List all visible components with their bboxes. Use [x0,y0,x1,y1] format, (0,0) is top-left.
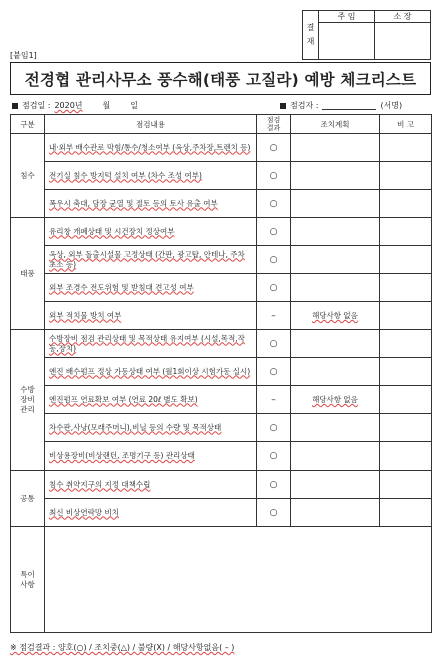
result-mark[interactable]: – [257,302,291,330]
result-mark[interactable]: ○ [257,218,291,246]
action-plan-cell[interactable] [291,414,380,442]
check-item [45,274,257,302]
header-action: 조치계획 [291,115,380,134]
action-plan-text: 해당사항 없음 [312,311,358,320]
inspector-sign-label: (서명) [380,101,403,110]
inspection-date-day: 일 [130,101,138,110]
inspector-label: 점검자 : [290,101,319,110]
action-plan-cell[interactable] [291,386,380,414]
check-item [45,442,257,471]
checklist-table [10,114,432,633]
action-plan-cell[interactable] [291,218,380,246]
check-item-text: 차수판,사낭(모래주머니),비닐 등의 수량 및 목적상태 [49,422,222,432]
action-plan-text: 해당사항 없음 [312,395,358,404]
remark-cell[interactable] [380,134,432,162]
action-plan-cell[interactable] [291,442,380,471]
header-result-line-2: 결과 [266,124,281,132]
remark-cell[interactable] [380,499,432,527]
check-item [45,162,257,190]
category-flood: 침수 [11,134,45,218]
table-row [11,358,432,386]
special-notes-line-2: 사항 [20,579,35,589]
category-typhoon: 태풍 [11,218,45,330]
check-item-text: 비상용장비(비상랜턴, 조명기구 등) 관리상태 [49,451,195,460]
check-item-text: 옥상, 외부 돌출시설물 고정상태 (간판, 광고탑, 안테나, 주차초소 등) [49,249,245,269]
remark-cell[interactable] [380,162,432,190]
check-item [45,218,257,246]
table-row [11,386,432,414]
action-plan-cell[interactable] [291,162,380,190]
approval-header-2: 소 장 [375,11,430,23]
action-plan-cell[interactable] [291,190,380,218]
check-item [45,386,257,414]
table-row [11,442,432,471]
remark-cell[interactable] [380,246,432,274]
check-item [45,190,257,218]
action-plan-cell[interactable] [291,358,380,386]
annex-label: [붙임1] [10,51,37,60]
approval-col-2 [375,11,430,59]
table-row [11,302,432,330]
remark-cell[interactable] [380,414,432,442]
remark-cell[interactable] [380,218,432,246]
header-category: 구분 [11,115,45,134]
check-item [45,302,257,330]
remark-cell[interactable] [380,442,432,471]
approval-side-label [303,11,319,59]
result-mark[interactable]: – [257,386,291,414]
result-mark[interactable]: ○ [257,442,291,471]
table-row [11,414,432,442]
header-result-line-1: 점검 [266,116,281,124]
inspection-date-label: 점검일 : [22,101,51,110]
inspector-field [280,100,402,111]
result-mark[interactable]: ○ [257,274,291,302]
action-plan-cell[interactable] [291,134,380,162]
check-item [45,330,257,358]
result-mark[interactable]: ○ [257,330,291,358]
check-item-text: 침수 취약지구의 지정 대책수립 [49,479,151,489]
result-mark[interactable]: ○ [257,134,291,162]
check-item-text: 전기실 침수 방지턱 설치 여부 (차수 조성 여부) [49,170,202,180]
table-row [11,134,432,162]
special-notes-row [11,527,432,633]
header-result [257,115,291,134]
check-item-text: 최신 비상연락망 비치 [49,507,119,517]
table-row [11,274,432,302]
approval-header-1: 주 임 [319,11,374,23]
table-row [11,246,432,274]
action-plan-cell[interactable] [291,499,380,527]
remark-cell[interactable] [380,358,432,386]
inspection-info-row [12,100,431,112]
table-row [11,330,432,358]
remark-cell[interactable] [380,330,432,358]
result-mark[interactable]: ○ [257,246,291,274]
check-item-text: 외부 조경수 전도위험 및 받침대 견고성 여부 [49,282,194,292]
inspector-signature-line[interactable] [322,102,376,110]
approval-col-1 [319,11,375,59]
action-plan-cell[interactable] [291,302,380,330]
table-row [11,162,432,190]
special-notes-line-1: 특이 [20,569,35,579]
check-item [45,358,257,386]
remark-cell[interactable] [380,190,432,218]
category-line-2: 장비 [20,395,35,404]
check-item [45,414,257,442]
remark-cell[interactable] [380,471,432,499]
inspection-date [12,100,138,111]
result-mark[interactable]: ○ [257,414,291,442]
table-row [11,499,432,527]
result-legend-footnote [10,642,234,653]
document-title-text: 전경협 관리사무소 풍수해(태풍 고질라) 예방 체크리스트 [24,70,417,89]
check-item-text: 외부 적치물 방치 여부 [49,310,122,320]
action-plan-cell[interactable] [291,330,380,358]
table-row [11,471,432,499]
result-mark[interactable]: ○ [257,499,291,527]
check-item [45,471,257,499]
table-header-row [11,115,432,134]
check-item-text: 내·외부 배수관로 막힘/통수/청소여부 (옥상,주차장,트렌치 등) [49,142,251,152]
check-item [45,246,257,274]
result-mark[interactable]: ○ [257,471,291,499]
special-notes-field[interactable] [45,527,432,633]
check-item-text: 엔진펌프 연료확보 여부 (연료 20ℓ 별도 확보) [49,394,198,404]
remark-cell[interactable] [380,274,432,302]
square-bullet-icon [280,103,286,109]
category-common: 공통 [11,471,45,527]
result-mark[interactable]: ○ [257,358,291,386]
check-item-text: 엔진 배수펌프 정상 가동상태 여부 (월1회이상 시험가동 실시) [49,366,251,376]
check-item [45,134,257,162]
table-row [11,218,432,246]
check-item-text: 수방장비 점검 관리상태 및 목적상태 유지여부 (시설,목적,작동,장치) [49,333,245,353]
check-item-text: 유리창 개폐상태 및 시건장치 정상여부 [49,226,175,236]
remark-cell[interactable] [380,386,432,414]
square-bullet-icon [12,103,18,109]
category-line-1: 수방 [20,385,35,394]
check-item [45,499,257,527]
inspection-date-month: 월 [102,101,111,110]
action-plan-cell[interactable] [291,246,380,274]
result-mark[interactable]: ○ [257,162,291,190]
header-remark: 비 고 [380,115,432,134]
table-row [11,190,432,218]
document-title [10,62,431,95]
category-line-3: 관리 [20,405,35,414]
check-item-text: 폭우시 축대, 담장 균열 및 절토 등의 토사 유출 여부 [49,198,218,208]
remark-cell[interactable] [380,302,432,330]
category-flood-equipment [11,330,45,471]
inspection-date-year: 2020년 [54,101,83,110]
special-notes-label [11,527,45,633]
result-legend-text: ※ 점검결과 : 양호(○) / 조치중(△) / 불량(X) / 해당사항없음( – ) [10,643,235,652]
action-plan-cell[interactable] [291,471,380,499]
approval-side-char-2: 재 [306,37,315,46]
result-mark[interactable]: ○ [257,190,291,218]
header-content: 점검내용 [45,115,257,134]
approval-side-char-1: 결 [306,23,315,32]
approval-box [302,10,431,60]
action-plan-cell[interactable] [291,274,380,302]
